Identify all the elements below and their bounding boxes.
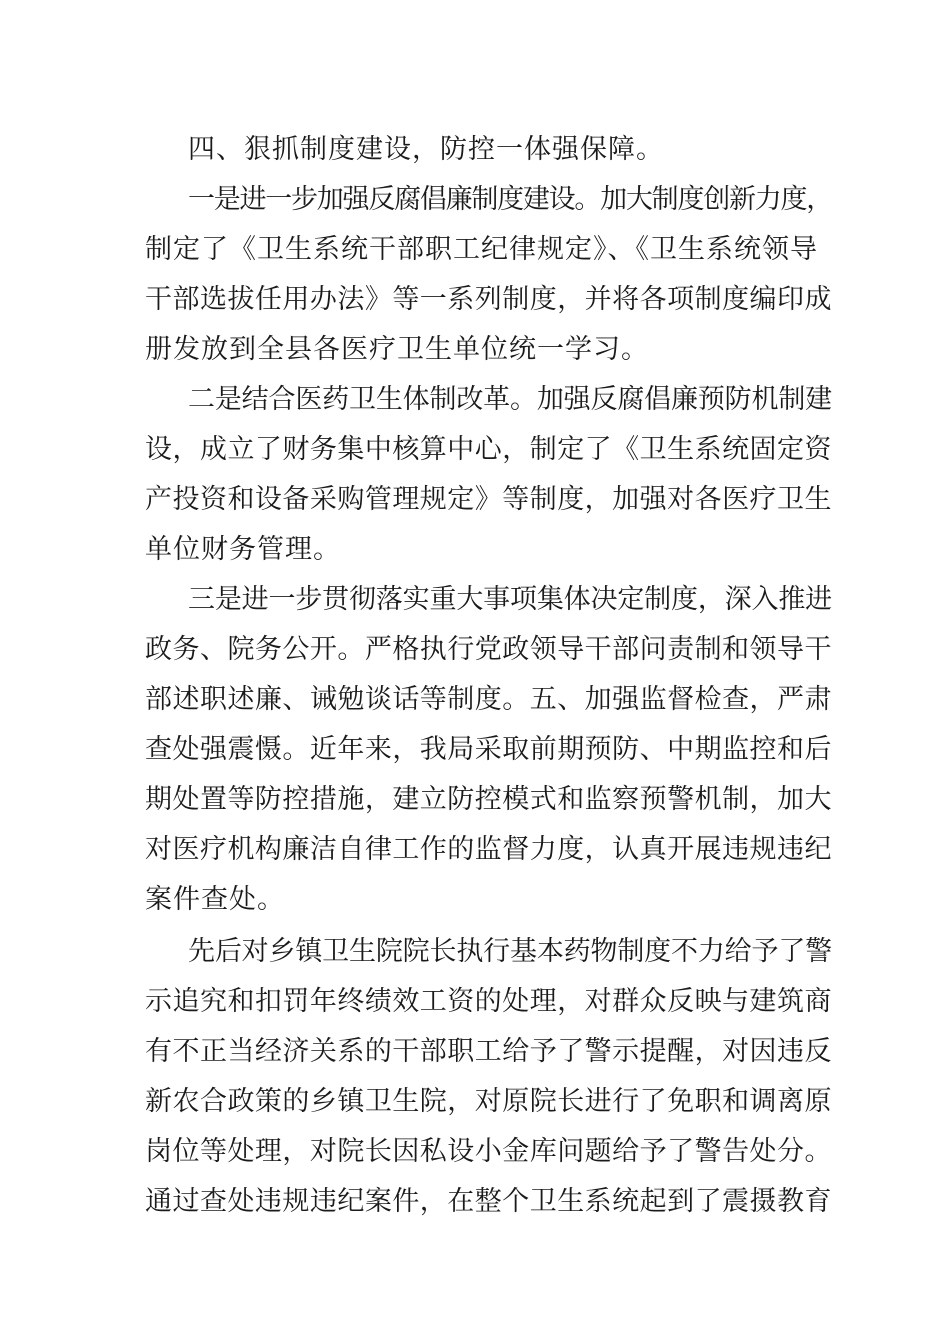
paragraph-line: 先后对乡镇卫生院院长执行基本药物制度不力给予了警 <box>188 936 832 967</box>
paragraph-line: 示追究和扣罚年终绩效工资的处理，对群众反映与建筑商 <box>145 986 832 1017</box>
paragraph-line: 一是进一步加强反腐倡廉制度建设。加大制度创新力度， <box>188 184 832 215</box>
paragraph-line: 岗位等处理，对院长因私设小金库问题给予了警告处分。 <box>145 1136 832 1167</box>
paragraph-line: 期处置等防控措施，建立防控模式和监察预警机制，加大 <box>145 784 832 815</box>
paragraph-line: 二是结合医药卫生体制改革。加强反腐倡廉预防机制建 <box>188 384 832 415</box>
paragraph-line: 查处强震慑。近年来，我局采取前期预防、中期监控和后 <box>145 734 832 765</box>
paragraph-line: 册发放到全县各医疗卫生单位统一学习。 <box>145 334 649 365</box>
paragraph-line: 干部选拔任用办法》等一系列制度，并将各项制度编印成 <box>145 284 832 315</box>
paragraph-line: 有不正当经济关系的干部职工给予了警示提醒，对因违反 <box>145 1036 832 1067</box>
paragraph-line: 三是进一步贯彻落实重大事项集体决定制度，深入推进 <box>188 584 832 615</box>
paragraph-line: 案件查处。 <box>145 884 285 915</box>
paragraph-line: 单位财务管理。 <box>145 534 341 565</box>
paragraph-line: 政务、院务公开。严格执行党政领导干部问责制和领导干 <box>145 634 832 665</box>
paragraph-line: 对医疗机构廉洁自律工作的监督力度，认真开展违规违纪 <box>145 834 832 865</box>
paragraph-line: 新农合政策的乡镇卫生院，对原院长进行了免职和调离原 <box>145 1086 832 1117</box>
paragraph-line: 设，成立了财务集中核算中心，制定了《卫生系统固定资 <box>145 434 832 465</box>
paragraph-line: 通过查处违规违纪案件，在整个卫生系统起到了震摄教育 <box>145 1186 832 1217</box>
paragraph-line: 产投资和设备采购管理规定》等制度，加强对各医疗卫生 <box>145 484 832 515</box>
section-heading: 四、狠抓制度建设，防控一体强保障。 <box>188 134 664 165</box>
paragraph-line: 制定了《卫生系统干部职工纪律规定》、《卫生系统领导 <box>145 234 818 265</box>
paragraph-line: 部述职述廉、诫勉谈话等制度。五、加强监督检查，严肃 <box>145 684 832 715</box>
